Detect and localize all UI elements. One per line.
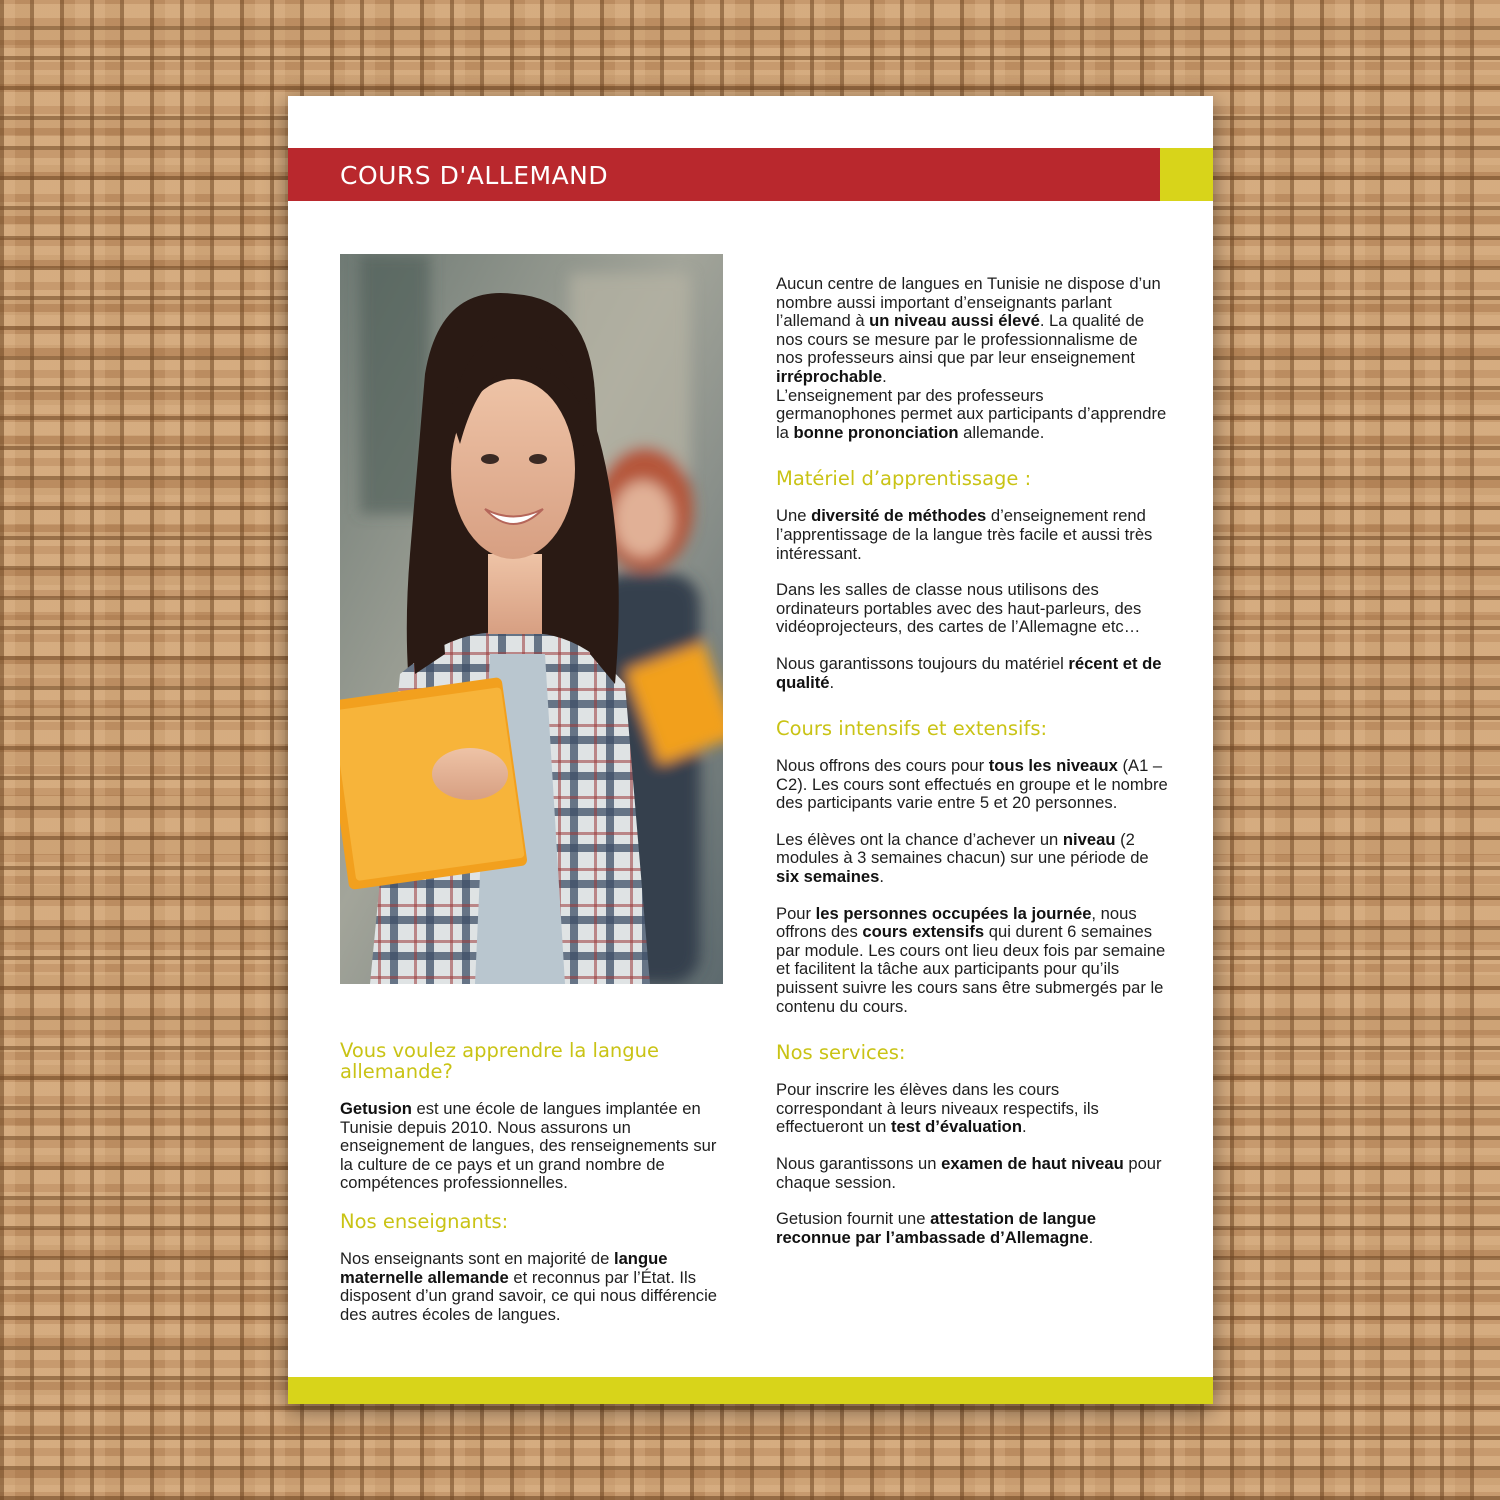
header-accent-square [1160,148,1213,201]
text-run: qui durent 6 semaines par module. Les cours ont lieu deux fois par semaine et facilitent la tâche aux participants pour qu’ils puissent suivre les cours sans être submergés par le contenu du cours. [776,922,1166,1016]
body-paragraph [776,757,1168,813]
right-column [776,275,1168,1265]
bold-text: niveau [1062,829,1116,849]
bold-text: les personnes occupées la journée [815,903,1092,923]
text-run: d’enseignement rend l’apprentissage de la langue très facile et aussi très intéressant. [776,506,1153,563]
body-paragraph [776,275,1168,442]
bold-text: attestation de langue reconnue par l’ambassade d’Allemagne [776,1209,1097,1247]
body-paragraph [776,1210,1168,1247]
bold-text: test d’évaluation [891,1117,1022,1137]
body-paragraph [776,1155,1168,1192]
text-run: L’enseignement par des professeurs germanophones permet aux participants d’apprendre la [776,385,1167,442]
text-run: Aucun centre de langues en Tunisie ne dispose d’un nombre aussi important d’enseignants parlant l’allemand à [776,274,1161,331]
text-run: , nous offrons des [776,903,1137,942]
bold-text: diversité de méthodes [811,506,987,526]
body-paragraph [776,581,1168,637]
text-run: . [1021,1117,1027,1137]
text-run: . [882,366,887,386]
text-run: . [879,867,884,887]
flyer-page [288,96,1213,1404]
body-paragraph [776,507,1168,563]
footer-band [288,1377,1213,1404]
body-paragraph [776,1081,1168,1137]
bold-text: examen de haut niveau [941,1154,1124,1173]
text-run: allemande. [958,422,1045,442]
student-photo-illustration [340,254,723,984]
section-heading: Nos enseignants: [340,1209,509,1233]
text-run: est une école de langues implantée en Tunisie depuis 2010. Nous assurons un enseignement de langues, des renseignements sur la culture de ce pays et un grand nombre de compétences professionnelles. [340,1099,717,1193]
text-run: Getusion fournit une [776,1209,931,1229]
text-run: . [1088,1227,1094,1247]
bold-text: irréprochable [776,366,883,386]
body-paragraph [776,655,1168,692]
student-photo [340,254,723,984]
text-run: Nos enseignants sont en majorité de [340,1248,614,1268]
text-run: Nous garantissons toujours du matériel [776,653,1069,673]
text-run: Une [776,506,812,526]
body-paragraph [776,831,1168,887]
bold-text: bonne prononciation [793,422,959,442]
text-run: pour chaque session. [776,1154,1162,1192]
body-paragraph [340,1100,730,1193]
bold-text: récent et de qualité [776,653,1162,692]
text-run: (2 modules à 3 semaines chacun) sur une période de [776,829,1149,868]
text-run: et reconnus par l’État. Ils disposent d’un grand savoir, ce qui nous différencie des autres écoles de langues. [340,1267,717,1324]
text-run: (A1 – C2). Les cours sont effectués en groupe et le nombre des participants varie entre 5 et 20 personnes. [776,756,1168,813]
bold-text: tous les niveaux [988,756,1118,776]
text-run: Nous offrons des cours pour [776,756,989,776]
bold-text: cours extensifs [862,922,985,942]
section-heading: Vous voulez apprendre la langue allemande? [340,1039,659,1083]
bold-text: Getusion [340,1099,412,1118]
text-run: Pour inscrire les élèves dans les cours correspondant à leurs niveaux respectifs, ils effectueront un [776,1080,1099,1137]
text-run: Pour [776,903,816,923]
text-run: . La qualité de nos cours se mesure par le professionnalisme de nos professeurs ainsi que par leur enseignement [776,311,1145,368]
section-heading: Cours intensifs et extensifs: [776,717,1048,741]
section-heading: Nos services: [776,1041,906,1065]
bold-text: six semaines [776,867,880,887]
page-title: COURS D'ALLEMAND [340,161,609,190]
text-run: Dans les salles de classe nous utilisons des ordinateurs portables avec des haut-parleurs, des vidéoprojecteurs, des cartes de l’Allemagne etc… [776,580,1142,637]
body-paragraph [776,905,1168,1017]
text-run: . [829,672,835,692]
text-run: Les élèves ont la chance d’achever un [776,829,1063,849]
section-heading: Matériel d’apprentissage : [776,467,1032,491]
bold-text: langue maternelle allemande [340,1248,668,1287]
bold-text: un niveau aussi élevé [869,311,1040,331]
body-paragraph [340,1250,730,1324]
left-column [340,1040,730,1342]
text-run: Nous garantissons un [776,1154,942,1173]
